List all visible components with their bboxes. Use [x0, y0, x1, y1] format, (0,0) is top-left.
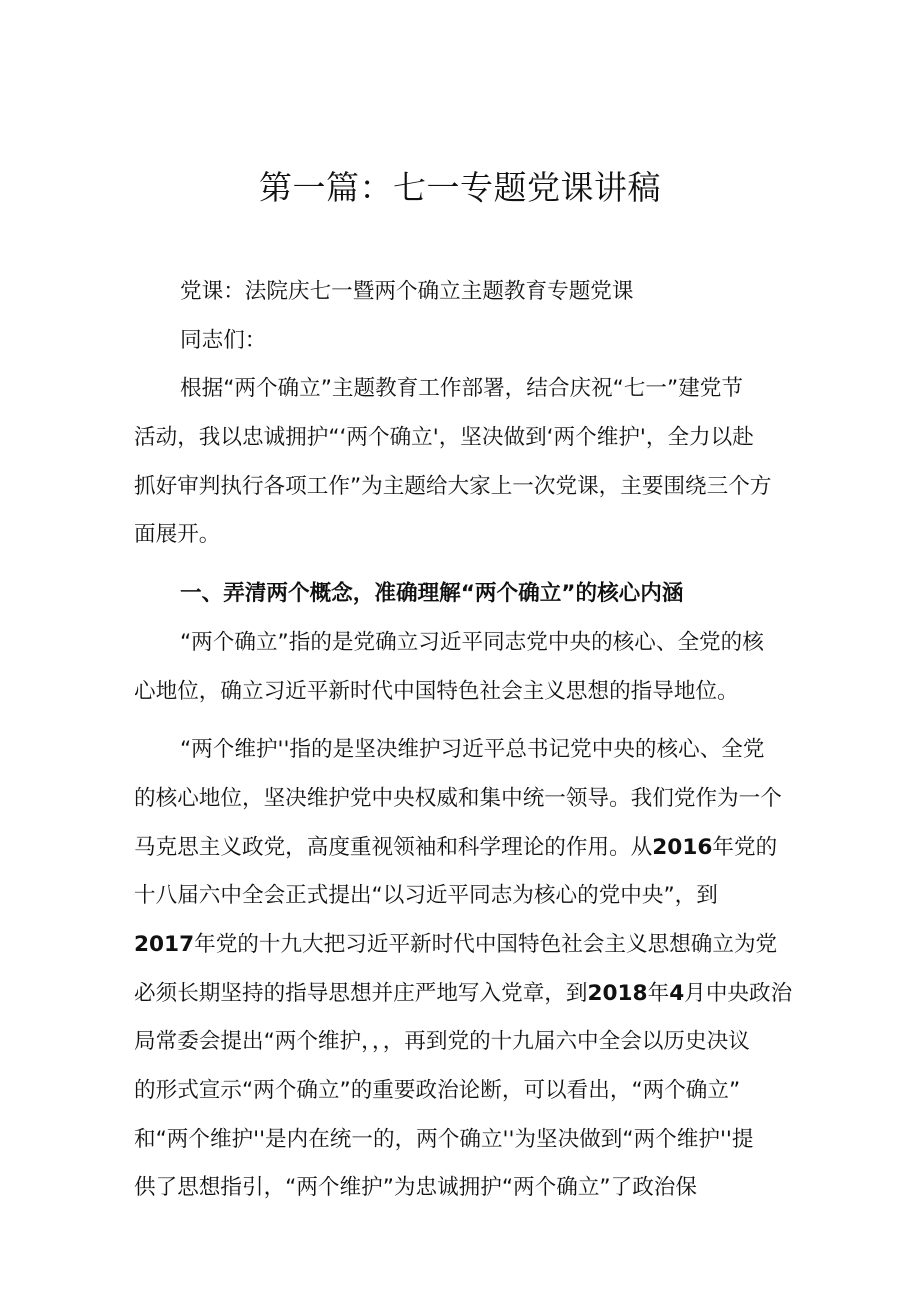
paragraph-line: 面展开。 — [134, 522, 221, 548]
paragraph-line: 活动，我以忠诚拥护“‘两个确立'，坚决做到‘两个维护'，全力以赴 — [134, 425, 754, 451]
text-run: 月中央政治 — [684, 980, 793, 1006]
salutation-line: 同志们： — [180, 327, 267, 353]
year-number: 2017 — [134, 931, 195, 957]
paragraph-line: 根据“两个确立”主题教育工作部署，结合庆祝“七一”建党节 — [180, 376, 743, 402]
paragraph-line: “两个确立”指的是党确立习近平同志党中央的核心、全党的核 — [180, 629, 764, 655]
paragraph-line: 和“两个维护''是内在统一的，两个确立''为坚决做到“两个维护''提 — [134, 1126, 754, 1152]
section-heading: 一、弄清两个概念，准确理解“两个确立”的核心内涵 — [180, 581, 684, 607]
text-run: 必须长期坚持的指导思想并庄严地写入党章，到 — [134, 980, 588, 1006]
year-number: 2018 — [587, 980, 648, 1006]
paragraph-line — [134, 921, 794, 970]
paragraph-line: 的形式宣示“两个确立”的重要政治论断，可以看出，“两个确立” — [134, 1078, 741, 1103]
text-run: 年党的十九大把习近平新时代中国特色社会主义思想确立为党 — [194, 931, 778, 957]
paragraph-line: 的核心地位，坚决维护党中央权威和集中统一领导。我们党作为一个 — [134, 785, 782, 811]
paragraph-line: “两个维护''指的是坚决维护习近平总书记党中央的核心、全党 — [180, 737, 765, 763]
paragraph-line: 心地位，确立习近平新时代中国特色社会主义思想的指导地位。 — [134, 678, 739, 704]
year-number: 2016 — [652, 834, 713, 860]
paragraph-line: 抓好审判执行各项工作”为主题给大家上一次党课，主要围绕三个方 — [134, 473, 772, 499]
month-number: 4 — [669, 980, 685, 1006]
paragraph-line — [134, 824, 794, 873]
text-run: 年党的 — [712, 834, 778, 860]
text-run: 马克思主义政党，高度重视领袖和科学理论的作用。从 — [134, 834, 653, 860]
document-title: 第一篇：七一专题党课讲稿 — [259, 168, 661, 207]
party-lecture-line: 党课：法院庆七一暨两个确立主题教育专题党课 — [180, 279, 634, 304]
paragraph-line: 十八届六中全会正式提出“以习近平同志为核心的党中央”，到 — [134, 883, 718, 909]
paragraph-line: 供了思想指引，“两个维护”为忠诚拥护“两个确立”了政治保 — [134, 1175, 697, 1201]
paragraph-line: 局常委会提出“两个维护，，，再到党的十九届六中全会以历史决议 — [134, 1029, 750, 1055]
document-body — [134, 268, 794, 1213]
text-run: 年 — [647, 980, 670, 1006]
paragraph-line — [134, 970, 794, 1019]
